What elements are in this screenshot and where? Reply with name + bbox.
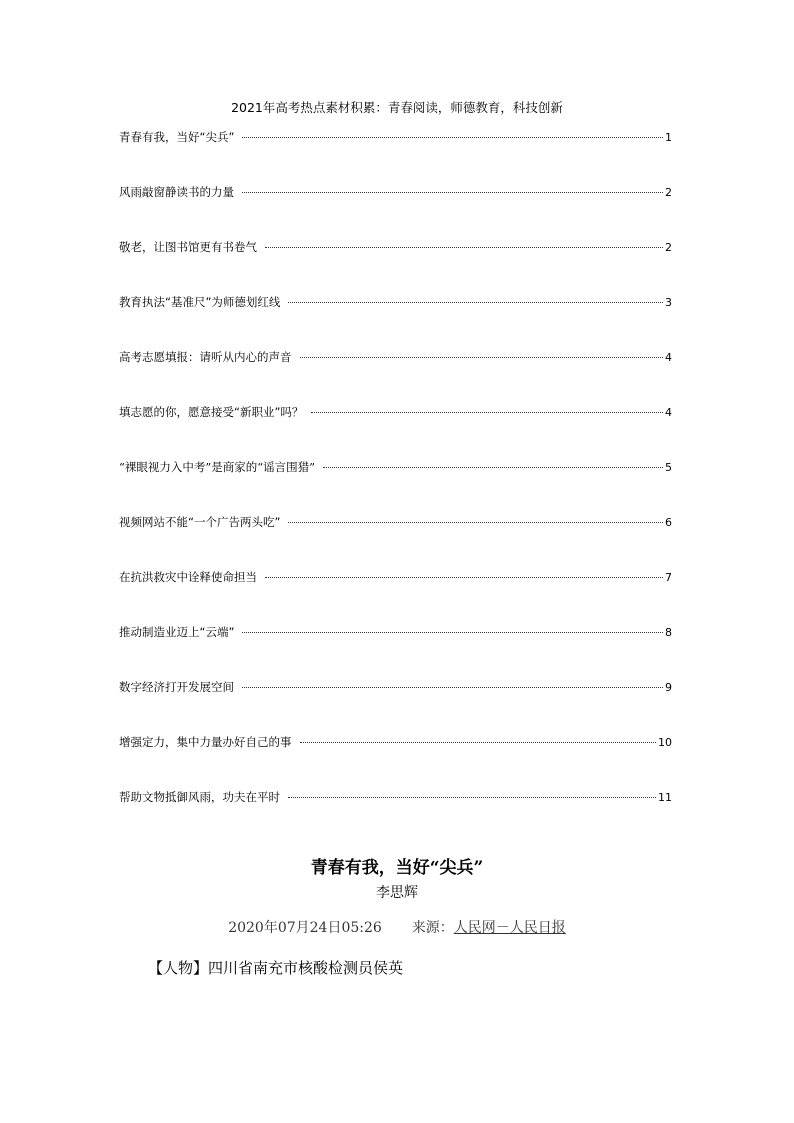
toc-dot-leader [242,686,663,688]
toc-entry[interactable] [119,567,672,622]
article-date: 2020年07月24日05:26 [228,920,382,936]
toc-page-number: 4 [665,406,672,419]
article-intro: 【人物】四川省南充市核酸检测员侯英 [148,959,404,977]
toc-entry-label: 在抗洪救灾中诠释使命担当 [119,570,257,584]
toc-entry-label: 风雨敲窗静读书的力量 [119,185,234,199]
toc-entry[interactable] [119,402,672,457]
toc-page-number: 6 [665,516,672,529]
toc-entry-label: 敬老，让图书馆更有书卷气 [119,240,257,254]
toc-page-number: 11 [658,791,672,804]
toc-page-number: 10 [658,736,672,749]
toc-page-number: 1 [665,131,672,144]
document-title: 2021年高考热点素材积累：青春阅读，师德教育，科技创新 [231,100,563,115]
toc-dot-leader [242,191,663,193]
toc-entry[interactable] [119,457,672,512]
article-title: 青春有我，当好“尖兵” [310,858,484,878]
table-of-contents [119,127,672,842]
toc-entry[interactable] [119,127,672,182]
toc-entry-label: “裸眼视力入中考”是商家的“谣言围猎” [119,460,316,474]
toc-page-number: 2 [665,241,672,254]
toc-entry[interactable] [119,622,672,677]
toc-entry-label: 视频网站不能“一个广告两头吃” [119,515,281,529]
toc-entry[interactable] [119,292,672,347]
article-meta [0,917,794,939]
toc-dot-leader [288,796,656,798]
toc-entry[interactable] [119,182,672,237]
toc-entry-label: 高考志愿填报：请听从内心的声音 [119,350,292,364]
toc-dot-leader [300,741,657,743]
toc-page-number: 3 [665,296,672,309]
toc-page-number: 8 [665,626,672,639]
toc-entry-label: 帮助文物抵御风雨，功夫在平时 [119,790,280,804]
toc-entry-label: 数字经济打开发展空间 [119,680,234,694]
toc-page-number: 7 [665,571,672,584]
toc-dot-leader [288,301,663,303]
toc-dot-leader [323,466,663,468]
toc-entry[interactable] [119,677,672,732]
toc-dot-leader [242,631,663,633]
toc-dot-leader [265,576,663,578]
article-source-link[interactable]: 人民网－人民日报 [453,920,566,936]
article-source-label: 来源： [411,920,454,936]
toc-dot-leader [300,356,664,358]
toc-entry[interactable] [119,787,672,842]
toc-entry[interactable] [119,512,672,567]
toc-entry-label: 青春有我，当好“尖兵” [119,130,235,144]
toc-entry-label: 填志愿的你，愿意接受“新职业”吗？ [119,405,304,419]
toc-dot-leader [242,136,663,138]
toc-dot-leader [311,411,663,413]
toc-entry[interactable] [119,732,672,787]
toc-entry-label: 教育执法“基准尺”为师德划红线 [119,295,281,309]
toc-entry-label: 推动制造业迈上“云端” [119,625,235,639]
toc-page-number: 4 [665,351,672,364]
toc-dot-leader [288,521,663,523]
toc-page-number: 5 [665,461,672,474]
toc-dot-leader [265,246,663,248]
toc-entry[interactable] [119,347,672,402]
toc-page-number: 9 [665,681,672,694]
toc-page-number: 2 [665,186,672,199]
toc-entry[interactable] [119,237,672,292]
article-author: 李思辉 [376,885,418,901]
toc-entry-label: 增强定力，集中力量办好自己的事 [119,735,292,749]
